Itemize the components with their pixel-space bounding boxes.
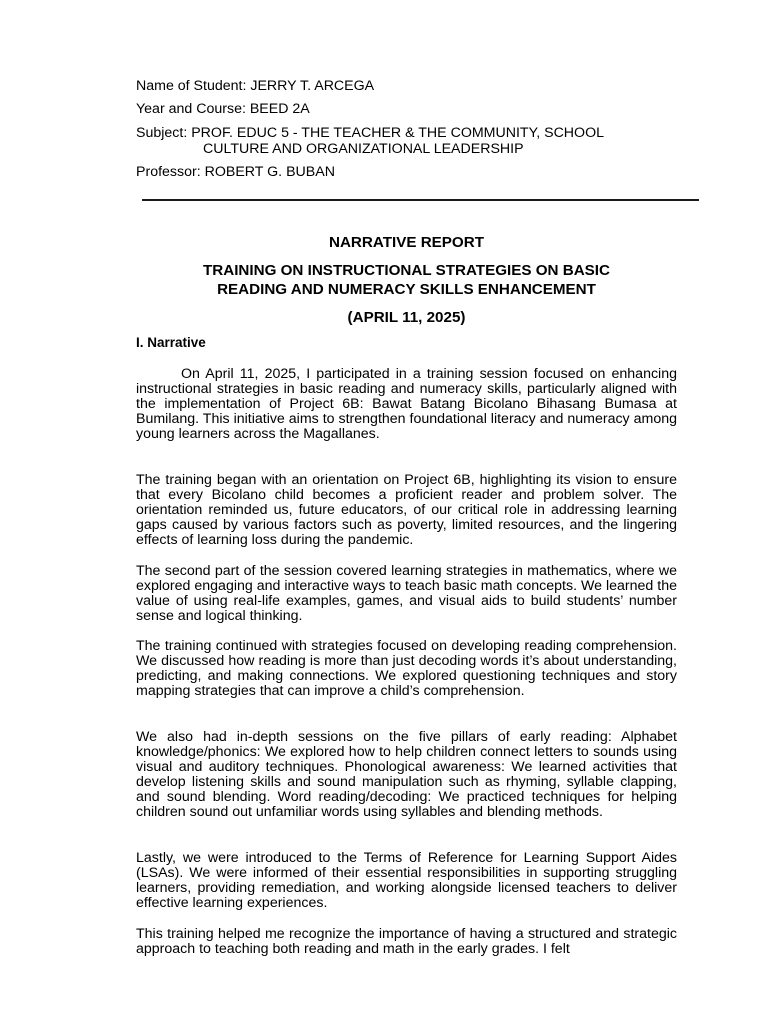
subject (136, 126, 604, 157)
section-heading: I. Narrative (136, 335, 206, 350)
paragraph-3: The second part of the session covered learning strategies in mathematics, where we explored engaging and interactive ways to teach basic math concepts. We learned the value of using real-life examples, games, and visual aids to build students’ number sense and logical thinking. (136, 563, 677, 625)
report-date: (APRIL 11, 2025) (347, 309, 466, 326)
subject-line-2: CULTURE AND ORGANIZATIONAL LEADERSHIP (203, 140, 524, 157)
report-title: NARRATIVE REPORT (329, 234, 484, 251)
training-title-line-1: TRAINING ON INSTRUCTIONAL STRATEGIES ON BASIC (203, 262, 610, 279)
training-title-line-2: READING AND NUMERACY SKILLS ENHANCEMENT (217, 281, 596, 298)
paragraph-5: We also had in-depth sessions on the five pillars of early reading: Alphabet knowledge/phonics: We explored how to help children connect letters to sounds using visual and auditory techniques. Phonological awareness: We learned activities that develop listening skills and sound manipulation such as rhyming, syllable clapping, and sound blending. Word reading/decoding: We practiced techniques for helping children sound out unfamiliar words using syllables and blending methods. (136, 729, 677, 821)
paragraph-4: The training continued with strategies focused on developing reading comprehension. We discussed how reading is more than just decoding words it’s about understanding, predicting, and making connections. We explored questioning techniques and story mapping strategies that can improve a child’s comprehension. (136, 638, 677, 700)
paragraph-1: On April 11, 2025, I participated in a training session focused on enhancing instructional strategies in basic reading and numeracy skills, particularly aligned with the implementation of Project 6B: Bawat Batang Bicolano Bihasang Bumasa at Bumilang. This initiative aims to strengthen foundational literacy and numeracy among young learners across the Magallanes. (136, 366, 677, 443)
student-name: Name of Student: JERRY T. ARCEGA (136, 78, 375, 94)
header-divider (142, 199, 699, 201)
subject-line-1: Subject: PROF. EDUC 5 - THE TEACHER & THE COMMUNITY, SCHOOL (136, 125, 605, 141)
paragraph-6: Lastly, we were introduced to the Terms of Reference for Learning Support Aides (LSAs). We were informed of their essential responsibilities in supporting struggling learners, providing remediation, and working alongside licensed teachers to deliver effective learning experiences. (136, 850, 677, 912)
paragraph-2: The training began with an orientation on Project 6B, highlighting its vision to ensure that every Bicolano child becomes a proficient reader and problem solver. The orientation reminded us, future educators, of our critical role in addressing learning gaps caused by various factors such as poverty, limited resources, and the lingering effects of learning loss during the pandemic. (136, 472, 677, 549)
paragraph-7: This training helped me recognize the importance of having a structured and strategic approach to teaching both reading and math in the early grades. I felt (136, 926, 677, 958)
professor: Professor: ROBERT G. BUBAN (136, 164, 335, 180)
year-course: Year and Course: BEED 2A (136, 101, 310, 117)
